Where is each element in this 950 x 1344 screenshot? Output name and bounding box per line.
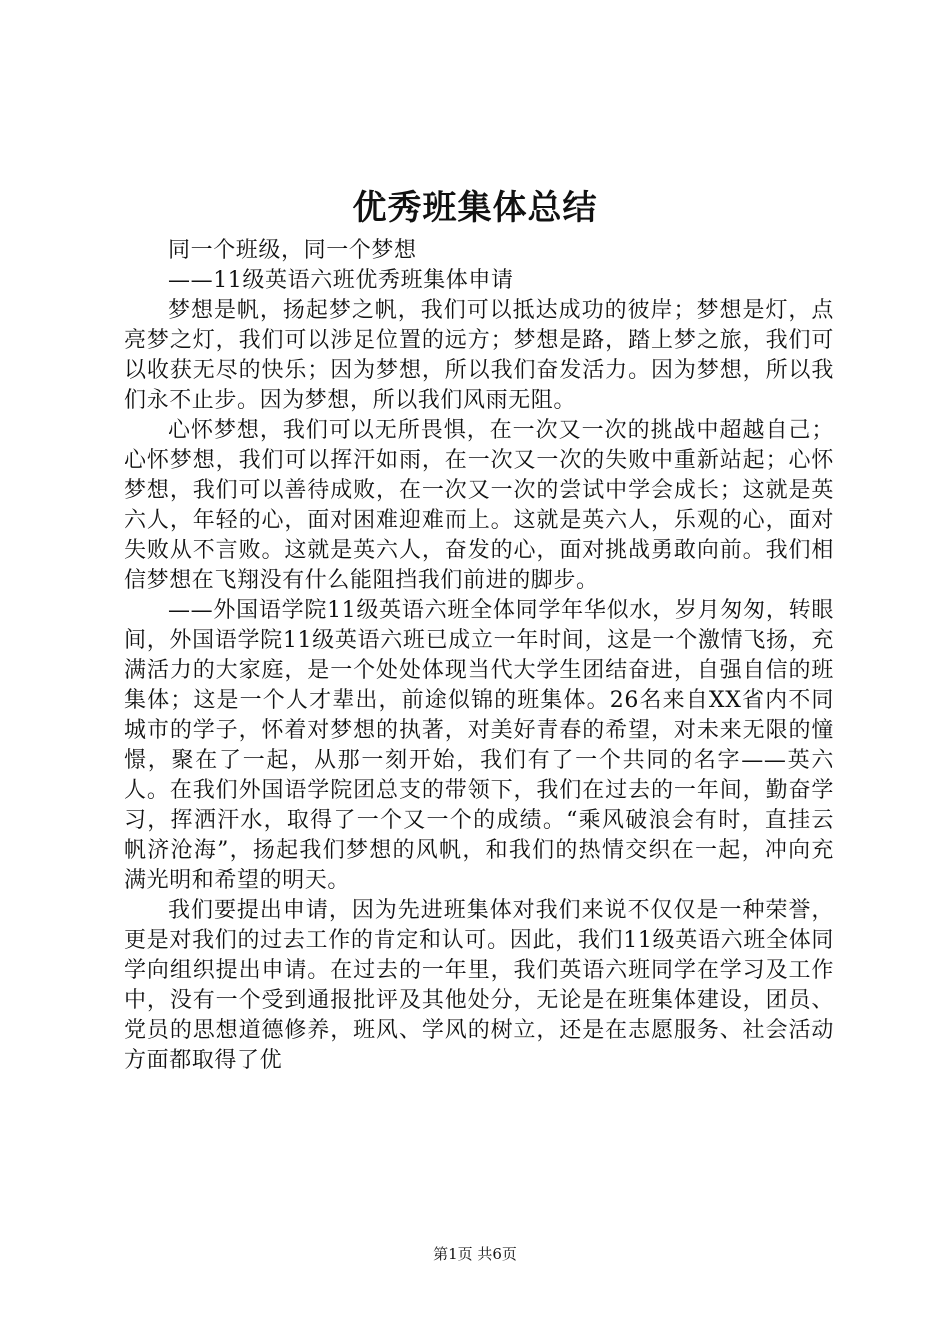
document-title: 优秀班集体总结: [352, 188, 598, 228]
page-number-footer: 第1页 共6页: [433, 1245, 517, 1263]
paragraph-3: ——外国语学院11级英语六班全体同学年华似水，岁月匆匆，转眼间，外国语学院11级英语六班已成立一年时间，这是一个激情飞扬，充满活力的大家庭，是一个处处体现当代大学生团结奋进，自强自信的班集体；这是一个人才辈出，前途似锦的班集体。26名来自XX省内不同城市的学子，怀着对梦想的执著，对美好青春的希望，对未来无限的憧憬，聚在了一起，从那一刻开始，我们有了一个共同的名字——英六人。在我们外国语学院团总支的带领下，我们在过去的一年间，勤奋学习，挥洒汗水，取得了一个又一个的成绩。“乘风破浪会有时，直挂云帆济沧海”，扬起我们梦想的风帆，和我们的热情交织在一起，冲向充满光明和希望的明天。: [124, 598, 834, 893]
byline-line: ——11级英语六班优秀班集体申请: [168, 268, 514, 293]
paragraph-4: 我们要提出申请，因为先进班集体对我们来说不仅仅是一种荣誉，更是对我们的过去工作的肯定和认可。因此，我们11级英语六班全体同学向组织提出申请。在过去的一年里，我们英语六班同学在学习及工作中，没有一个受到通报批评及其他处分，无论是在班集体建设，团员、党员的思想道德修养，班风、学风的树立，还是在志愿服务、社会活动方面都取得了优: [124, 898, 834, 1073]
paragraph-1: 梦想是帆，扬起梦之帆，我们可以抵达成功的彼岸；梦想是灯，点亮梦之灯，我们可以涉足位置的远方；梦想是路，踏上梦之旅，我们可以收获无尽的快乐；因为梦想，所以我们奋发活力。因为梦想，所以我们永不止步。因为梦想，所以我们风雨无阻。: [124, 298, 834, 413]
paragraph-2: 心怀梦想，我们可以无所畏惧，在一次又一次的挑战中超越自己；心怀梦想，我们可以挥汗如雨，在一次又一次的失败中重新站起；心怀梦想，我们可以善待成败，在一次又一次的尝试中学会成长；这就是英六人，年轻的心，面对困难迎难而上。这就是英六人，乐观的心，面对失败从不言败。这就是英六人，奋发的心，面对挑战勇敢向前。我们相信梦想在飞翔没有什么能阻挡我们前进的脚步。: [124, 418, 834, 593]
document-body: [124, 236, 834, 1076]
subtitle-line: 同一个班级，同一个梦想: [168, 238, 417, 263]
